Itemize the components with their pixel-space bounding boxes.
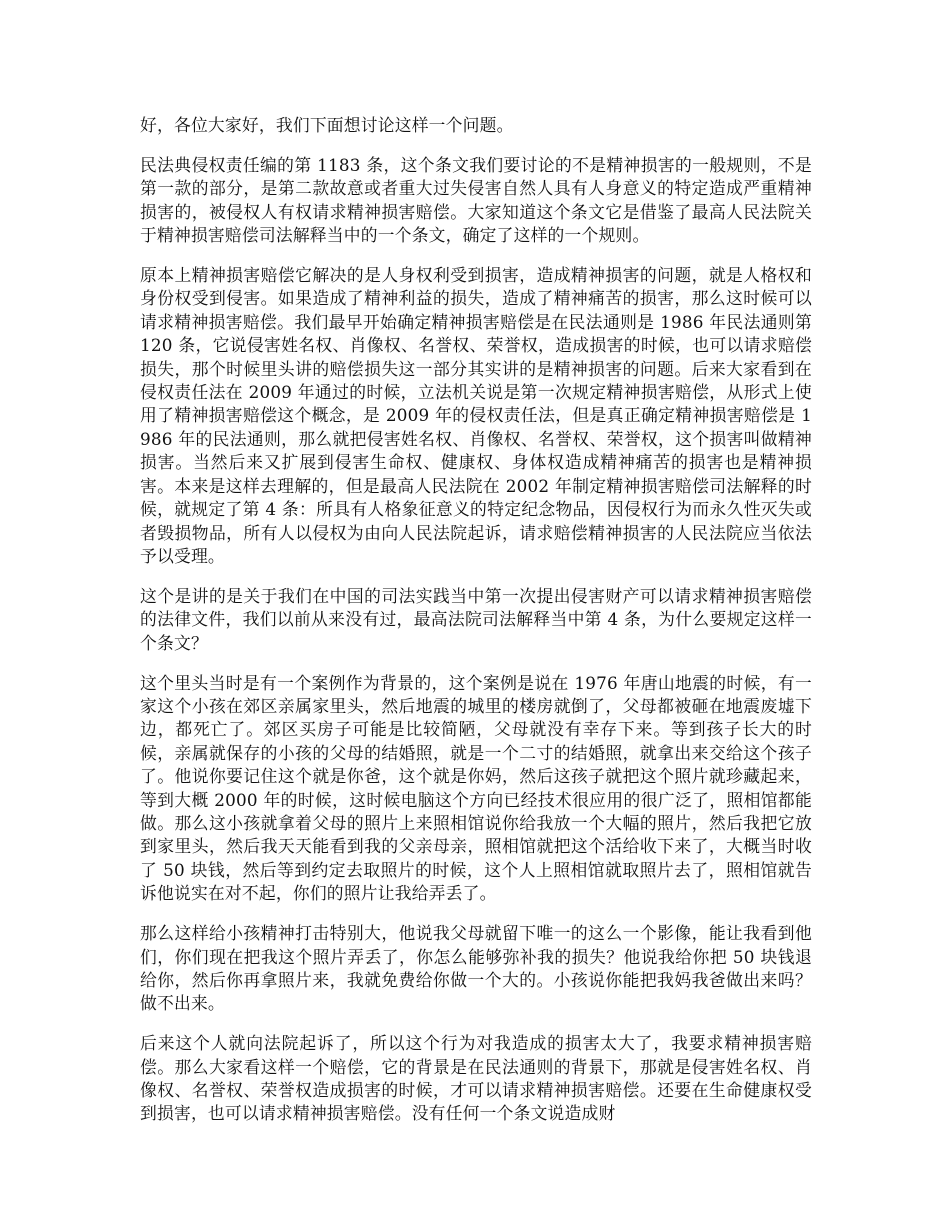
- paragraph-greeting: 好，各位大家好，我们下面想讨论这样一个问题。: [140, 115, 514, 135]
- paragraph-article-1183: 民法典侵权责任编的第 1183 条，这个条文我们要讨论的不是精神损害的一般规则，不是第一款的部分，是第二款故意或者重大过失侵害自然人具有人身意义的特定造成严重精神损害的，被侵权人有权请求精神损害赔偿。大家知道这个条文它是借鉴了最高人民法院关于精神损害赔偿司法解释当中的一个条文，确定了这样的一个规则。: [140, 154, 812, 246]
- document-body: [140, 114, 812, 1126]
- paragraph-lawsuit: 后来这个人就向法院起诉了，所以这个行为对我造成的损害太大了，我要求精神损害赔偿。那么大家看这样一个赔偿，它的背景是在民法通则的背景下，那就是侵害姓名权、肖像权、名誉权、荣誉权造成损害的时候，才可以请求精神损害赔偿。还要在生命健康权受到损害，也可以请求精神损害赔偿。没有任何一个条文说造成财: [140, 1033, 812, 1124]
- paragraph-tangshan-case: 这个里头当时是有一个案例作为背景的，这个案例是说在 1976 年唐山地震的时候，有一家这个小孩在郊区亲属家里头，然后地震的城里的楼房就倒了，父母都被砸在地震废墟下边，都死亡了。郊区买房子可能是比较简陋，父母就没有幸存下来。等到孩子长大的时候，亲属就保存的小孩的父母的结婚照，就是一个二寸的结婚照，就拿出来交给这个孩子了。他说你要记住这个就是你爸，这个就是你妈，然后这孩子就把这个照片就珍藏起来，等到大概 2000 年的时候，这时候电脑这个方向已经技术很应用的很广泛了，照相馆都能做。那么这小孩就拿着父母的照片上来照相馆说你给我放一个大幅的照片，然后我把它放到家里头，然后我天天能看到我的父亲母亲，照相馆就把这个活给收下来了，大概当时收了 50 块钱，然后等到约定去取照片的时候，这个人上照相馆就取照片去了，照相馆就告诉他说实在对不起，你们的照片让我给弄丢了。: [140, 672, 812, 904]
- paragraph-first-judicial-document: 这个是讲的是关于我们在中国的司法实践当中第一次提出侵害财产可以请求精神损害赔偿的法律文件，我们以前从来没有过，最高法院司法解释当中第 4 条，为什么要规定这样一个条文？: [140, 585, 812, 653]
- paragraph-emotional-impact: 那么这样给小孩精神打击特别大，他说我父母就留下唯一的这么一个影像，能让我看到他们，你们现在把我这个照片弄丢了，你怎么能够弥补我的损失？他说我给你把 50 块钱退给你，然后你再拿照片来，我就免费给你做一个大的。小孩说你能把我妈我爸做出来吗？做不出来。: [140, 923, 812, 1014]
- paragraph-history: 原本上精神损害赔偿它解决的是人身权利受到损害，造成精神损害的问题，就是人格权和身份权受到侵害。如果造成了精神利益的损失，造成了精神痛苦的损害，那么这时候可以请求精神损害赔偿。我们最早开始确定精神损害赔偿是在民法通则是 1986 年民法通则第 120 条，它说侵害姓名权、肖像权、名誉权、荣誉权，造成损害的时候，也可以请求赔偿损失，那个时候里头讲的赔偿损失这一部分其实讲的是精神损害的问题。后来大家看到在侵权责任法在 2009 年通过的时候，立法机关说是第一次规定精神损害赔偿，从形式上使用了精神损害赔偿这个概念，是 2009 年的侵权责任法，但是真正确定精神损害赔偿是 1986 年的民法通则，那么就把侵害姓名权、肖像权、名誉权、荣誉权，这个损害叫做精神损害。当然后来又扩展到侵害生命权、健康权、身体权造成精神痛苦的损害也是精神损害。本来是这样去理解的，但是最高人民法院在 2002 年制定精神损害赔偿司法解释的时候，就规定了第 4 条：所具有人格象征意义的特定纪念物品，因侵权行为而永久性灭失或者毁损物品，所有人以侵权为由向人民法院起诉，请求赔偿精神损害的人民法院应当依法予以受理。: [140, 265, 812, 566]
